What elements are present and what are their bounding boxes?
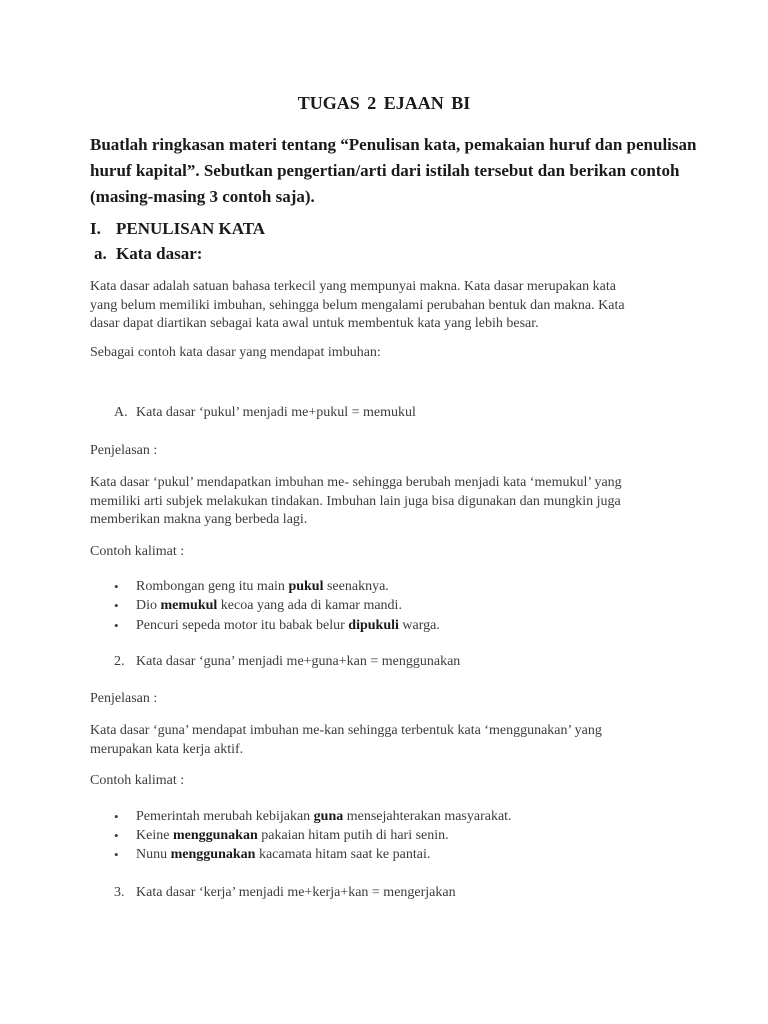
sentences-label: Contoh kalimat : — [90, 544, 185, 559]
definition-paragraph — [90, 278, 625, 334]
sentence-text: Pemerintah merubah kebijakan guna mensejahterakan masyarakat. — [136, 809, 512, 824]
section-heading — [90, 219, 265, 239]
paragraph-line: merupakan kata kerja aktif. — [90, 741, 244, 757]
example-text: Kata dasar ‘guna’ menjadi me+guna+kan = menggunakan — [136, 654, 461, 669]
sentence-text: Dio memukul kecoa yang ada di kamar mandi. — [136, 598, 402, 613]
example-intro: Sebagai contoh kata dasar yang mendapat imbuhan: — [90, 345, 381, 360]
explanation-label: Penjelasan : — [90, 443, 158, 458]
list-marker: 2. — [114, 654, 125, 669]
sentence-text: Keine menggunakan pakaian hitam putih di hari senin. — [136, 828, 449, 843]
list-marker: 3. — [114, 885, 125, 900]
explanation-paragraph — [90, 722, 602, 759]
highlighted-word: pukul — [288, 579, 324, 594]
example-text: Kata dasar ‘kerja’ menjadi me+kerja+kan = mengerjakan — [136, 885, 456, 900]
bullet-icon: • — [114, 598, 119, 613]
paragraph-line: dasar dapat diartikan sebagai kata awal untuk membentuk kata yang lebih besar. — [90, 316, 539, 331]
highlighted-word: menggunakan — [170, 847, 256, 862]
explanation-label: Penjelasan : — [90, 691, 158, 706]
sentence-text: Pencuri sepeda motor itu babak belur dipukuli warga. — [136, 618, 440, 633]
bullet-icon: • — [114, 618, 119, 633]
explanation-paragraph — [90, 474, 622, 530]
bullet-icon: • — [114, 809, 119, 824]
sentence-text: Rombongan geng itu main pukul seenaknya. — [136, 579, 389, 594]
subsection-heading — [94, 244, 202, 264]
list-marker: A. — [114, 405, 128, 420]
paragraph-line: Kata dasar ‘guna’ mendapat imbuhan me-kan sehingga terbentuk kata ‘menggunakan’ yang — [90, 723, 602, 738]
paragraph-line: memiliki arti subjek melakukan tindakan. Imbuhan lain juga bisa digunakan dan mungkin juga — [90, 493, 621, 509]
subsection-letter: a. — [94, 244, 107, 263]
bullet-icon: • — [114, 847, 119, 862]
paragraph-line: Kata dasar adalah satuan bahasa terkecil yang mempunyai makna. Kata dasar merupakan kata — [90, 279, 616, 294]
sentences-label: Contoh kalimat : — [90, 773, 185, 788]
highlighted-word: guna — [313, 809, 344, 824]
highlighted-word: memukul — [160, 598, 218, 613]
instruction-line: Buatlah ringkasan materi tentang “Penulisan kata, pemakaian huruf dan penulisan — [90, 135, 697, 154]
sentence-text: Nunu menggunakan kacamata hitam saat ke pantai. — [136, 847, 431, 862]
instruction-line: huruf kapital”. Sebutkan pengertian/arti dari istilah tersebut dan berikan contoh — [90, 161, 680, 180]
bullet-icon: • — [114, 579, 119, 594]
page-title: TUGAS 2 EJAAN BI — [297, 93, 471, 113]
instruction-line: (masing-masing 3 contoh saja). — [90, 187, 315, 206]
subsection-title: Kata dasar: — [116, 244, 203, 263]
assignment-instructions — [90, 132, 696, 210]
highlighted-word: menggunakan — [172, 828, 258, 843]
paragraph-line: memberikan makna yang berbeda lagi. — [90, 512, 308, 527]
paragraph-line: yang belum memiliki imbuhan, sehingga belum mengalami perubahan bentuk dan makna. Kata — [90, 297, 625, 313]
section-number: I. — [90, 219, 101, 238]
example-text: Kata dasar ‘pukul’ menjadi me+pukul = memukul — [136, 405, 416, 420]
paragraph-line: Kata dasar ‘pukul’ mendapatkan imbuhan me- sehingga berubah menjadi kata ‘memukul’ yang — [90, 475, 622, 490]
highlighted-word: dipukuli — [348, 618, 399, 633]
section-title: PENULISAN KATA — [116, 219, 266, 238]
bullet-icon: • — [114, 828, 119, 843]
